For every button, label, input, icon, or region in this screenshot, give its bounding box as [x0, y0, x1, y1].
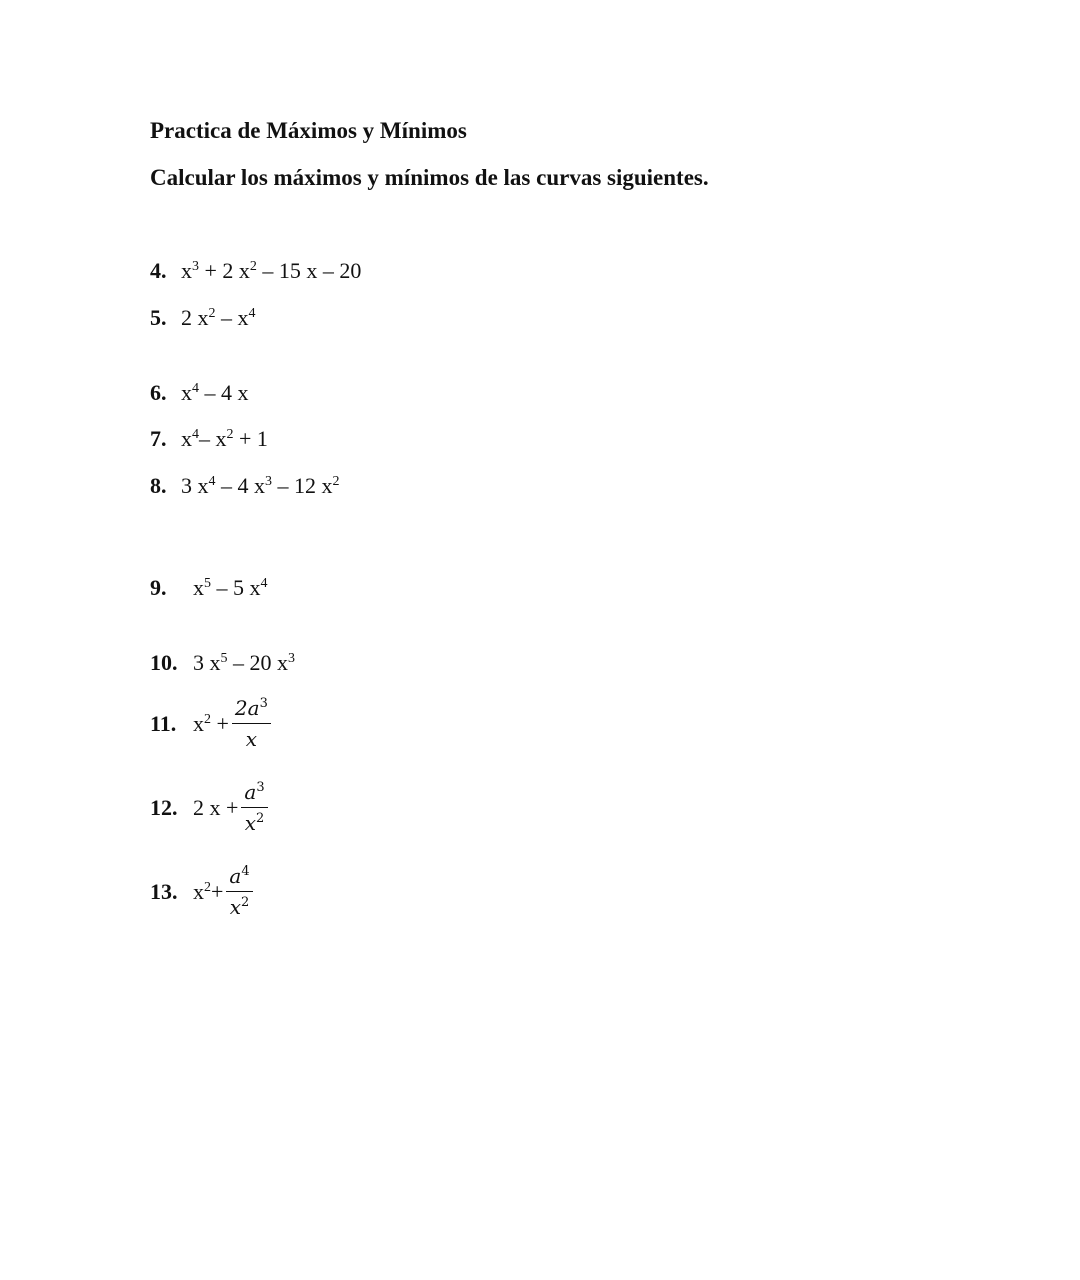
fraction-numerator: $a^4$ — [229, 864, 250, 888]
problem-expression: 3 $x^4 - 4$ $x^3 - 12$ $x^2$ — [181, 473, 340, 498]
fraction-denominator: $x^2$ — [229, 895, 250, 919]
problem-item — [150, 650, 295, 676]
fraction-bar — [241, 807, 267, 808]
problem-item — [150, 380, 249, 406]
problem-expression: $x^2+$ — [193, 878, 224, 904]
problem-expression: $x^3 + 2$ $x^2 - 15$ x – 20 — [181, 258, 362, 283]
problem-expression: 2 x + — [193, 794, 239, 820]
problem-number: 8. — [150, 473, 167, 498]
problem-number: 10. — [150, 650, 178, 675]
page-title: Practica de Máximos y Mínimos — [150, 118, 467, 143]
problem-number: 11. — [150, 710, 177, 736]
problem-item — [150, 575, 268, 601]
problem-number: 12. — [150, 794, 178, 820]
fraction — [241, 780, 267, 835]
fraction — [232, 696, 271, 751]
fraction-numerator: $a^3$ — [244, 780, 265, 804]
problem-expression: 3 $x^5 - 20$ $x^3$ — [193, 650, 295, 675]
problem-item — [150, 426, 268, 452]
problem-number: 7. — [150, 426, 167, 451]
fraction — [226, 864, 252, 919]
problem-number: 9. — [150, 575, 167, 600]
fraction-bar — [232, 723, 271, 724]
problem-expression: 2 $x^2 - x^4$ — [181, 305, 256, 330]
fraction-numerator: $2a^3$ — [234, 696, 268, 720]
fraction-bar — [226, 891, 252, 892]
problem-expression: $x^5 - 5$ $x^4$ — [193, 575, 268, 600]
problem-number: 4. — [150, 258, 167, 283]
problem-item — [150, 473, 340, 499]
problem-expression: $x^4-$ $x^2 + 1$ — [181, 426, 268, 451]
fraction-denominator: x — [245, 727, 258, 751]
problem-number: 13. — [150, 878, 178, 904]
fraction-denominator: $x^2$ — [244, 811, 265, 835]
problem-item — [150, 696, 271, 751]
instructions: Calcular los máximos y mínimos de las curvas siguientes. — [150, 165, 709, 190]
problem-item — [150, 864, 253, 919]
problem-expression: $x^2$ + — [193, 710, 229, 736]
problem-number: 6. — [150, 380, 167, 405]
problem-item — [150, 258, 361, 284]
problem-expression: $x^4 - 4$ x — [181, 380, 249, 405]
problem-item — [150, 780, 268, 835]
problem-item — [150, 305, 256, 331]
problem-number: 5. — [150, 305, 167, 330]
